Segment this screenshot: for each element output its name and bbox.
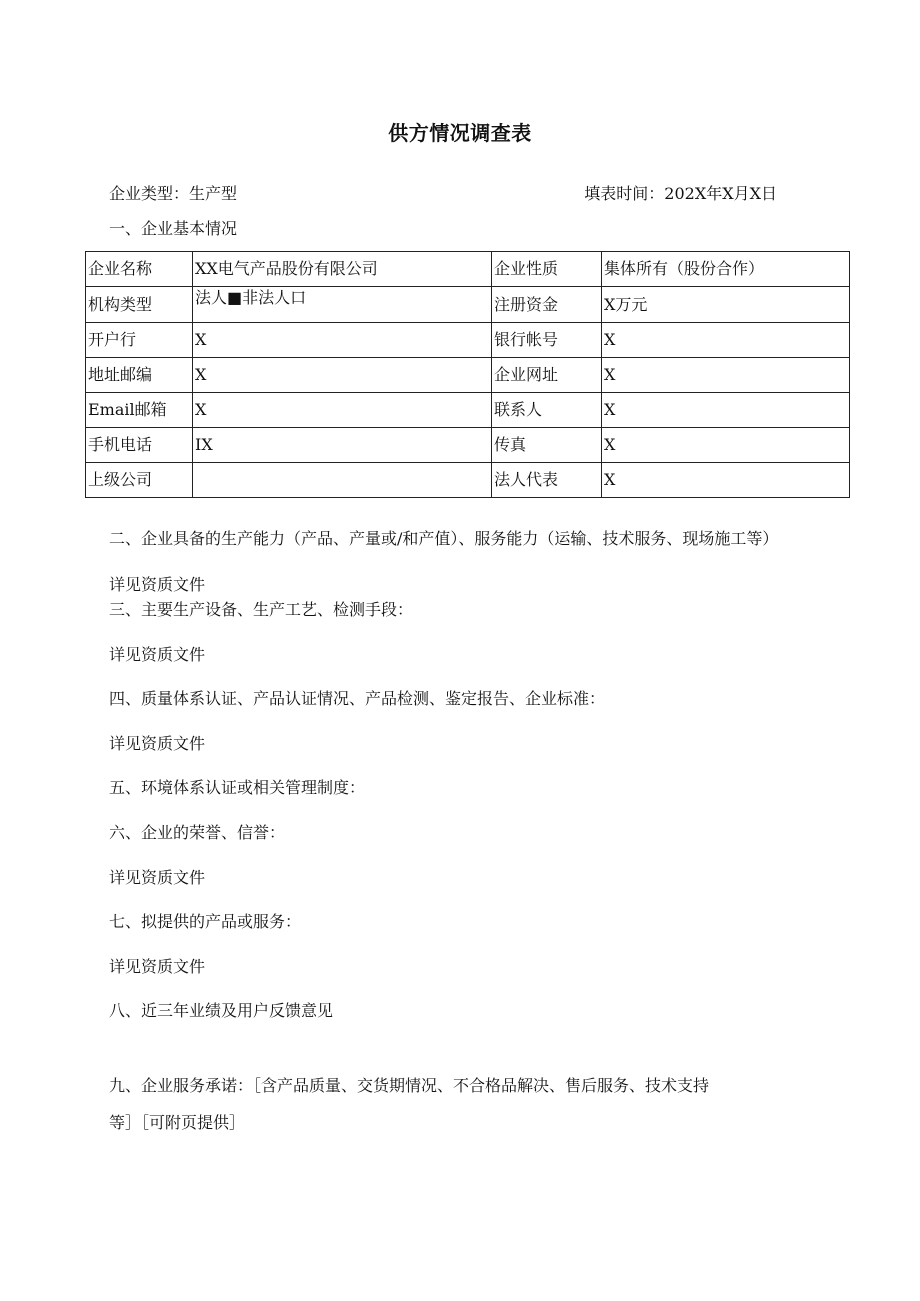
table-row <box>86 252 850 287</box>
field-label: 上级公司 <box>86 463 193 498</box>
section-performance-feedback: 八、近三年业绩及用户反馈意见 <box>109 1001 334 1020</box>
section-products-services: 七、拟提供的产品或服务： <box>109 912 302 931</box>
field-value: X <box>602 393 850 428</box>
field-label: 手机电话 <box>86 428 193 463</box>
document-title: 供方情况调查表 <box>388 121 532 145</box>
field-value: X万元 <box>602 287 850 323</box>
field-label: 法人代表 <box>492 463 602 498</box>
table-row <box>86 358 850 393</box>
field-label: 企业性质 <box>492 252 602 287</box>
table-row <box>86 393 850 428</box>
section-equipment: 三、主要生产设备、生产工艺、检测手段： <box>109 600 414 619</box>
section-service-commitment-continued: 等］［可附页提供］ <box>109 1113 246 1132</box>
field-value: 集体所有（股份合作） <box>602 252 850 287</box>
basic-info-table <box>85 251 850 498</box>
field-label: 联系人 <box>492 393 602 428</box>
section-basic-heading: 一、企业基本情况 <box>109 219 238 238</box>
detail-text: 详见资质文件 <box>109 645 206 664</box>
field-label: Email邮箱 <box>86 393 193 428</box>
field-label: 注册资金 <box>492 287 602 323</box>
field-label: 企业网址 <box>492 358 602 393</box>
company-type: 企业类型：生产型 <box>109 184 238 203</box>
field-value: 法人■非法人口 <box>193 287 492 323</box>
field-label: 机构类型 <box>86 287 193 323</box>
section-honors: 六、企业的荣誉、信誉： <box>109 823 286 842</box>
fill-time: 填表时间：202X年X月X日 <box>584 184 777 203</box>
field-value: X <box>193 323 492 358</box>
field-value: XX电气产品股份有限公司 <box>193 252 492 287</box>
field-value: X <box>602 428 850 463</box>
section-production-capacity: 二、企业具备的生产能力（产品、产量或/和产值）、服务能力（运输、技术服务、现场施工等） <box>109 529 779 548</box>
section-service-commitment: 九、企业服务承诺：［含产品质量、交货期情况、不合格品解决、售后服务、技术支持 <box>109 1076 710 1095</box>
table-row <box>86 428 850 463</box>
field-value <box>193 463 492 498</box>
detail-text: 详见资质文件 <box>109 575 206 594</box>
field-value: X <box>602 323 850 358</box>
field-label: 银行帐号 <box>492 323 602 358</box>
section-environment-certification: 五、环境体系认证或相关管理制度： <box>109 778 366 797</box>
field-value: X <box>602 463 850 498</box>
field-value: X <box>193 393 492 428</box>
field-label: 传真 <box>492 428 602 463</box>
field-value: X <box>193 358 492 393</box>
field-label: 企业名称 <box>86 252 193 287</box>
section-quality-certification: 四、质量体系认证、产品认证情况、产品检测、鉴定报告、企业标准： <box>109 689 606 708</box>
field-value: IX <box>193 428 492 463</box>
detail-text: 详见资质文件 <box>109 868 206 887</box>
field-label: 开户行 <box>86 323 193 358</box>
field-label: 地址邮编 <box>86 358 193 393</box>
detail-text: 详见资质文件 <box>109 957 206 976</box>
table-row <box>86 463 850 498</box>
table-row <box>86 323 850 358</box>
field-value: X <box>602 358 850 393</box>
table-row <box>86 287 850 323</box>
detail-text: 详见资质文件 <box>109 734 206 753</box>
